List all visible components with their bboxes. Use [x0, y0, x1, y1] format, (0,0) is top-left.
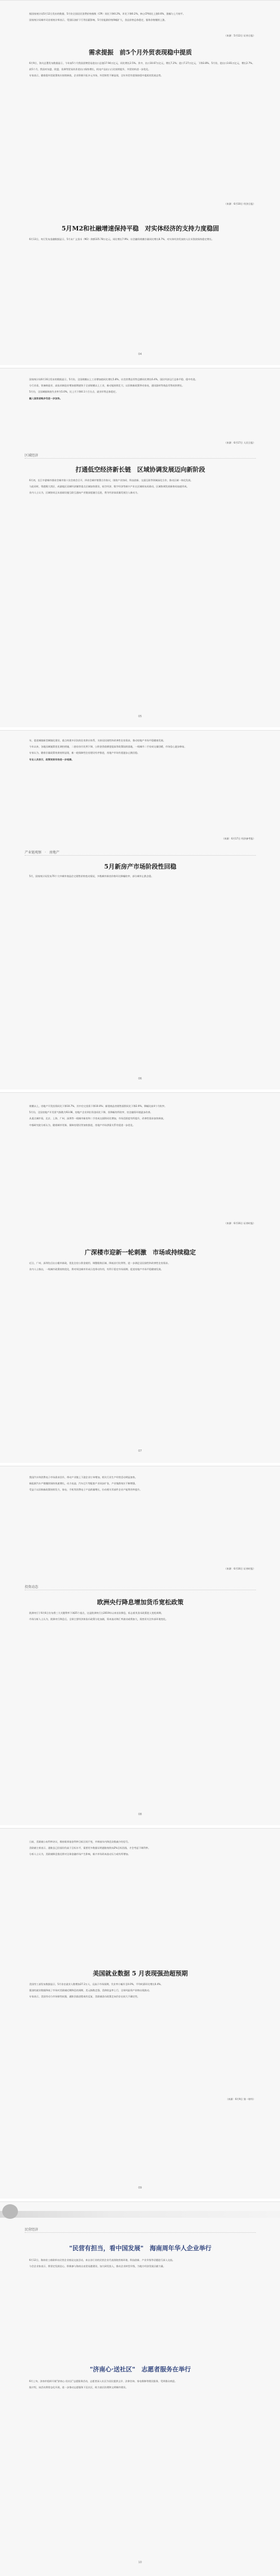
article-body: 近日，广州、深圳先后出台楼市新政，优化住房公积金使用、调整限购区域、降低首付比例等，进一步满足居民刚性和改善性住房需求。 业内人士指出，一线城市政策持续优化，将对周边城市形成示范带动作用，有利于稳定市场预期、促进房地产市场平稳健康发展。 — [29, 1262, 171, 1271]
source-note: （来源：6月17日 经济参考报） — [222, 837, 255, 840]
headline: "济南心·送社区" 志愿者服务在举行 — [89, 2366, 191, 2373]
intro-text: 国家统计局6月16日发布的数据显示，5月份，全国规模以上工业增加值同比增长5.8%，社会消费品零售总额同比增长6.4%，国民经济运行总体平稳、稳中有进。 分行业看，装备制造业、高技术制造业增加值增速快于全部规模以上工业，新动能持续壮大；以旧换新政策带动家电、通讯器材等商品零售较快增长。 5月份，全国城镇调查失业率为5.0%，比上月下降0.1个百分点，就业形势总体稳定。 融入国家战略步伐进一步加快。 — [29, 378, 198, 400]
article-body: 6月13日，央行发布金融数据显示，5月末广义货币（M2）余额325.78万亿元，同比增长7.9%；社会融资规模存量同比增长8.7%，对实体经济发放的人民币贷款保持稳定增长。 — [29, 238, 214, 241]
header-bar — [0, 2211, 280, 2218]
intro-text: 规模以上，房地产开发投资同比下降10.7%，其中住宅投资下降10.0%；新建商品房销售面积同比下降2.9%，降幅比前4个月收窄。 5月份，全国房地产开发景气指数为93.08，房地产企业到位资金同比下降，但降幅有所收窄，房企融资环境逐步改善。 从重点城市看，北京、上海、广州、深圳等一线城市新房和二手房成交面积同比增加，市场活跃度有所提升，改善性需求加快释放。 中指研究院分析认为，随着城市更新、保障房建设等加快推进，房地产市场供需关系有望进一步优化。 — [29, 1105, 167, 1127]
headline: 打通低空经济新长链 区域协调发展迈向新阶段 — [75, 466, 205, 473]
page-number: 07 — [138, 1449, 142, 1453]
headline: 欧洲央行降息增加货币宽松政策 — [97, 1599, 183, 1606]
section-divider — [25, 2232, 256, 2233]
article-body: 6月上旬，济南市组织开展"济南心·送社区"志愿服务活动，志愿者深入社区为居民提供义诊、法律咨询、家电维修等便民服务，受到群众欢迎。 据介绍，该活动将常态化开展，进一步推动志愿服务下沉社区，助力基层治理和文明城市建设。 — [29, 2380, 177, 2389]
section-divider — [25, 855, 256, 856]
logo-icon — [2, 2204, 18, 2219]
section-label: 投资动态 — [25, 1585, 39, 1589]
intro-text: 我国汽车和消费电子市场需求回升，带动产业链上下游企业订单增加，相关行业生产经营活动明显加快。 新能源汽车产销继续保持快速增长，动力电池、汽车芯片等配套产业同步扩张，产业集群效应不断增强。 受益于以旧换新政策持续发力，家电、手机等消费电子产品销量增长，拉动相关零部件企业产能利用率提升。 — [29, 1476, 143, 1492]
page-number: 10 — [138, 2561, 142, 2564]
intro-text: 日前，美联储公布利率决议，维持联邦基金利率目标区间不变，并释放年内降息次数减少的信号。 美联储主席表示，通胀虽已回落但仍高于目标水平，需要更多数据证明通胀持续向2%目标回落，才会考虑下调利率。 分析人士认为，美联储降息推迟将对全球金融市场产生影响，新兴市场资本流动压力或有所增加。 — [29, 1840, 151, 1856]
article-body: 美国劳工部发布数据显示，5月非农就业人数增加27.2万人，远高于市场预期，失业率小幅升至4.0%，平均时薪环比增长0.4%。 强劲的就业数据降低了市场对美联储近期降息的预期，美元指数走强，美债收益率上行，全球风险资产价格出现波动。 专家表示，美国劳动力市场韧性较强，通胀回落进程或有反复，美联储货币政策走向仍存在较大不确定性。 — [29, 1983, 163, 1998]
page-2 — [0, 368, 280, 727]
article-body: 6月9日，海关总署发布数据显示，今年前5个月我国货物贸易进出口总值17.94万亿元，同比增长2.5%。其中，出口10.67万亿元，增长7.2%；进口7.27万亿元，下降3.8%。5月份，进出口3.81万亿元，增长2.7%。 前5个月，我国对东盟、欧盟、非洲等贸易伙伴进出口保持增长，机电产品出口占比持续提升，外贸结构进一步优化。 专家表示，随着稳外贸政策效应持续释放，企业积极开拓多元市场，外贸韧性不断显现，全年外贸有望保持稳中提质的发展态势。 — [29, 62, 255, 77]
page-5 — [0, 1466, 280, 1825]
page-4 — [0, 1092, 280, 1463]
section-label: 区域经济 — [25, 454, 39, 458]
page-6 — [0, 1828, 280, 2199]
article-body: 6月12日，海南省工商联举办民营企业座谈交流活动，来自各行业的民营企业代表围绕营商环境、科技创新、产业升级等话题进行深入交流。 与会企业家表示，将坚定发展信心，积极参与海南自由贸易港建设，加大研发投入，推动企业转型升级，为地方经济发展贡献力量。 — [29, 2259, 175, 2268]
page-3 — [0, 730, 280, 1090]
page-number: 09 — [138, 2186, 142, 2190]
headline: 5月M2和社融增速保持平稳 对实体经济的支持力度稳固 — [61, 225, 219, 232]
headline: "民营有担当，看中国发展" 海南周年华人企业举行 — [69, 2245, 212, 2252]
headline: 广深楼市迎新一轮刺激 市场或持续稳定 — [85, 1249, 196, 1256]
page-number: 06 — [138, 1077, 142, 1081]
source-note: （来源：6月16日 证券时报） — [224, 1567, 255, 1570]
page-number: 04 — [138, 353, 142, 356]
page-7 — [0, 2201, 280, 2576]
intro-text: 据国家统计局5月12日发布的数据，5月份全国居民消费价格指数（CPI）同比下降0.2%，环比下降0.2%，核心CPI同比上涨0.6%，涨幅与上月持平。 国家统计局城市司首席统计师表示，受国际油价下行等因素影响，5月份能源价格降幅扩大，食品价格总体稳定，服务价格继续上涨。 — [29, 12, 185, 22]
article-body: 欧洲央行于6月6日宣布将三大关键利率下调25个基点，这是欧洲央行自2019年以来首次降息，标志着其货币政策进入宽松周期。 市场分析人士认为，欧洲央行降息后，全球主要经济体货币政策分化加剧，资本流动和汇率波动或将加大，需密切关注外部环境变化。 — [29, 1612, 168, 1621]
section-label: 产业链观察 · 房地产 — [25, 851, 59, 855]
source-note: （来源：6月17日 人民日报） — [224, 441, 255, 444]
source-note: （来源：6月16日 证券时报） — [224, 1222, 255, 1225]
page-number: 08 — [138, 1813, 142, 1816]
source-note: （来源：6月9日 第一财经） — [226, 2098, 255, 2100]
article-body: 6月初，长江中游城市群省会城市第十次会商会召开，四省会城市签署合作协议，围绕产业协同、科技创新、交通互联等领域深化合作，推动区域一体化发展。 与此同时，粤港澳大湾区、成渝地区双城经济圈等重点区域加快建设，低空经济、数字经济等新兴产业在区域间布局联动，区域协调发展新格局加速形成。 业内人士认为，区域协同正从基础设施互联互通向产业链深度融合迈进，将为经济高质量发展注入新动力。 — [29, 479, 193, 495]
page-1 — [0, 0, 280, 365]
source-note: （来源：5月12日 证券日报） — [224, 34, 255, 37]
source-note: （来源：6月10日 经济日报） — [224, 202, 255, 205]
intro-text: 年，促进城镇新型城镇化建设，重点构建多层次的住房供应体系，支持居民刚性和改善性住房需求，推动房地产市场平稳健康发展。 今年以来，各地因城施策优化调控措施，二套房首付比例下调、公积金贷款额度提高等政策陆续落地，一线城市二手房成交量回暖，市场信心逐步修复。 专家认为，随着存量政策效果持续显现，新一轮保障性住房建设有序推进，房地产市场有望逐步止跌回稳。 专业人员表示，政策效果有待进一步观察。 — [29, 739, 187, 761]
section-label: 民营经济 — [25, 2228, 39, 2232]
article-body: 5月，国家统计局发布70个大中城市商品住宅销售价格变动情况，多数城市新房价格环比降幅收窄，部分城市止跌企稳。 — [29, 875, 154, 878]
headline: 5月新房产市场阶段性回稳 — [104, 863, 177, 870]
page-header — [0, 2204, 280, 2223]
section-divider — [25, 458, 256, 459]
headline: 美国就业数据 5 月表现强劲超预期 — [93, 1970, 188, 1977]
headline: 需求提振 前5个月外贸表现稳中提质 — [89, 49, 192, 56]
page-number: 05 — [138, 715, 142, 718]
